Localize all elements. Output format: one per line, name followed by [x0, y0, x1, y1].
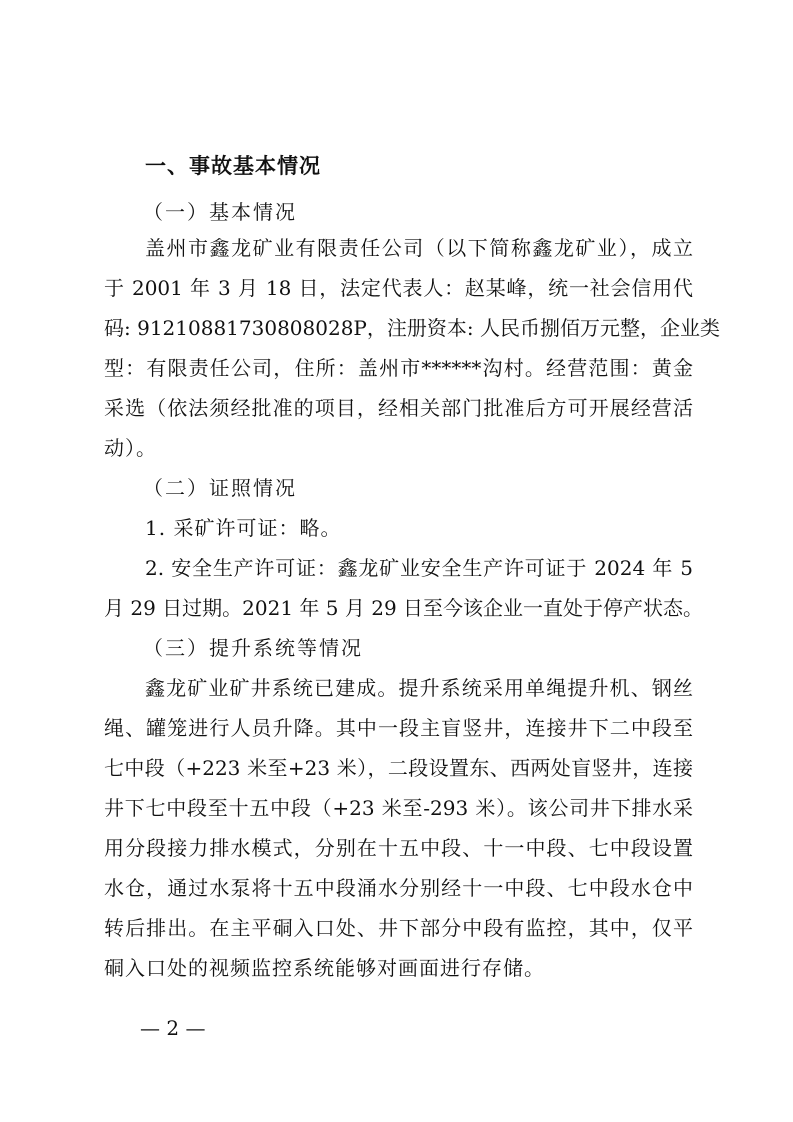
paragraph-line: 转后排出。在主平硐入口处、井下部分中段有监控，其中，仅平 [104, 916, 693, 940]
paragraph-line: 2. 安全生产许可证：鑫龙矿业安全生产许可证于 2024 年 5 [145, 556, 693, 580]
paragraph-line: 1. 采矿许可证：略。 [145, 516, 342, 540]
paragraph-line: 型：有限责任公司，住所：盖州市******沟村。经营范围：黄金 [104, 356, 693, 380]
section-heading: 一、事故基本情况 [145, 154, 321, 178]
subsection-heading-licenses: （二）证照情况 [143, 476, 297, 500]
paragraph-line: 硐入口处的视频监控系统能够对画面进行存储。 [104, 956, 545, 980]
paragraph-line: 水仓，通过水泵将十五中段涌水分别经十一中段、七中段水仓中 [104, 876, 693, 900]
paragraph-line: 用分段接力排水模式，分别在十五中段、十一中段、七中段设置 [104, 836, 693, 860]
subsection-heading-basic: （一）基本情况 [143, 200, 297, 224]
paragraph-line: 鑫龙矿业矿井系统已建成。提升系统采用单绳提升机、钢丝 [145, 676, 693, 700]
subsection-heading-hoisting: （三）提升系统等情况 [143, 636, 363, 660]
paragraph-line: 月 29 日过期。2021 年 5 月 29 日至今该企业一直处于停产状态。 [104, 596, 704, 620]
paragraph-line: 七中段（+223 米至+23 米），二段设置东、西两处盲竖井，连接 [104, 756, 693, 780]
paragraph-line: 绳、罐笼进行人员升降。其中一段主盲竖井，连接井下二中段至 [104, 716, 693, 740]
paragraph-line: 盖州市鑫龙矿业有限责任公司（以下简称鑫龙矿业），成立 [145, 236, 693, 260]
paragraph-line: 动）。 [104, 436, 157, 460]
paragraph-line: 井下七中段至十五中段（+23 米至-293 米）。该公司井下排水采 [104, 796, 693, 820]
paragraph-line: 采选（依法须经批准的项目，经相关部门批准后方可开展经营活 [104, 396, 693, 420]
paragraph-line: 于 2001 年 3 月 18 日，法定代表人：赵某峰，统一社会信用代 [104, 276, 693, 300]
page-number: — 2 — [140, 1016, 206, 1040]
paragraph-line: 码: 91210881730808028P，注册资本: 人民币捌佰万元整，企业类 [104, 316, 720, 340]
